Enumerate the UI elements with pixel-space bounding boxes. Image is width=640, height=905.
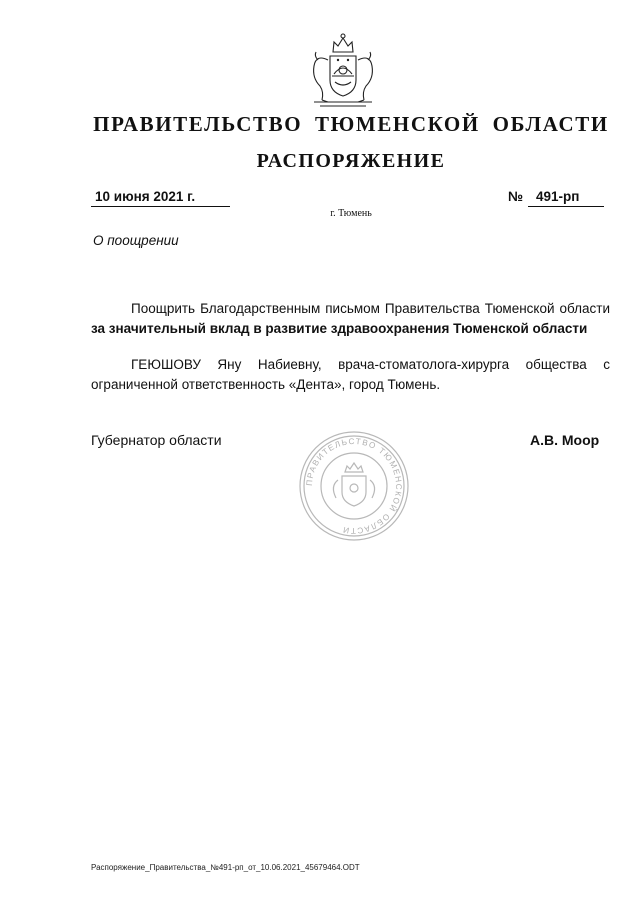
document-number: 491-рп [536, 189, 580, 204]
svg-text:ПРАВИТЕЛЬСТВО ТЮМЕНСКОЙ ОБЛАСТ [305, 437, 403, 535]
official-seal-icon [298, 430, 410, 542]
seal-text: ПРАВИТЕЛЬСТВО ТЮМЕНСКОЙ ОБЛАСТИ [304, 436, 404, 536]
number-sign: № [508, 189, 524, 204]
number-field [508, 188, 604, 206]
date-field [91, 188, 230, 207]
document-date: 10 июня 2021 г. [95, 189, 196, 204]
number-underline [528, 188, 604, 207]
signer-position: Губернатор области [91, 432, 222, 448]
body-paragraph-1-bold: за значительный вклад в развитие здравоохранения Тюменской области [91, 321, 588, 336]
body-paragraph-2: ГЕЮШОВУ Яну Набиевну, врача-стоматолога-хирурга общества с ограниченной ответственность «Дента», город Тюмень. [91, 357, 610, 392]
coat-of-arms-icon [300, 30, 386, 112]
city-label: г. Тюмень [330, 208, 372, 219]
organization-title: ПРАВИТЕЛЬСТВО ТЮМЕНСКОЙ ОБЛАСТИ [93, 112, 609, 136]
document-type: РАСПОРЯЖЕНИЕ [256, 150, 446, 172]
body-paragraph-1 [91, 299, 610, 339]
signer-name: А.В. Моор [530, 432, 600, 448]
document-subject: О поощрении [93, 233, 179, 248]
footer-file-reference: Распоряжение_Правительства_№491-рп_от_10.06.2021_45679464.ODT [91, 863, 360, 872]
body-paragraph-1-lead: Поощрить Благодарственным письмом Правительства Тюменской области [131, 301, 610, 316]
